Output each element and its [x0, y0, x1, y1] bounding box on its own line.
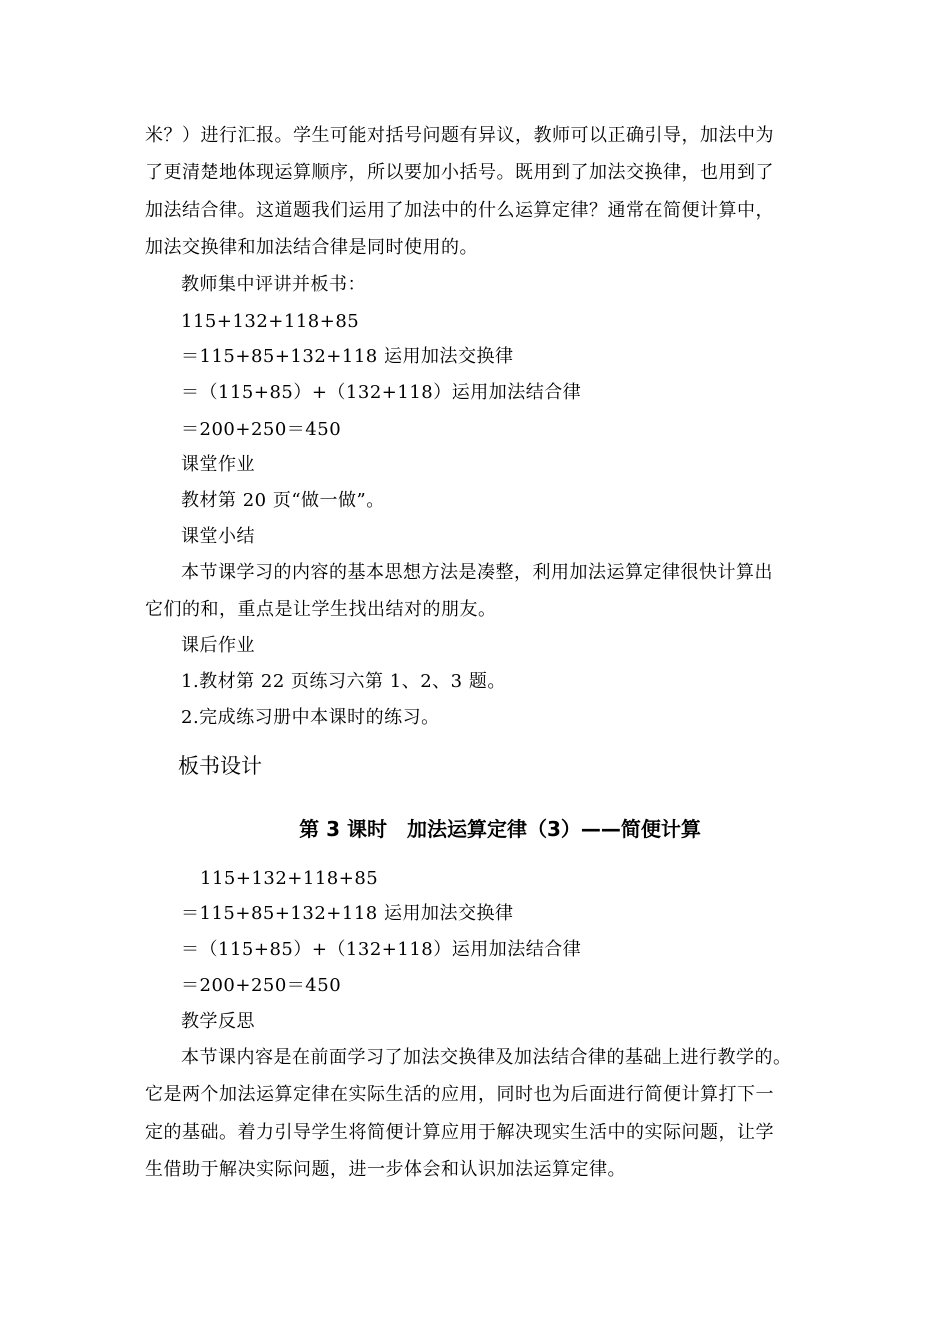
- intro-line-3: 加法结合律。这道题我们运用了加法中的什么运算定律？通常在简便计算中，: [145, 200, 774, 221]
- board-heading: 板书设计: [178, 754, 262, 778]
- evaluation-label: 教师集中评讲并板书：: [181, 274, 366, 295]
- reflection-line-4: 生借助于解决实际问题，进一步体会和认识加法运算定律。: [145, 1159, 626, 1180]
- board-step-3: ＝（115+85）+（132+118）运用加法结合律: [181, 939, 582, 960]
- reflection-line-1: 本节课内容是在前面学习了加法交换律及加法结合律的基础上进行教学的。: [181, 1047, 792, 1068]
- reflection-line-2: 它是两个加法运算定律在实际生活的应用，同时也为后面进行简便计算打下一: [145, 1084, 774, 1105]
- reflection-line-3: 定的基础。着力引导学生将简便计算应用于解决现实生活中的实际问题，让学: [145, 1122, 774, 1143]
- board-title: 第 3 课时 加法运算定律（3）——简便计算: [299, 817, 701, 841]
- reflection-heading: 教学反思: [181, 1011, 255, 1032]
- homework-item-1: 1.教材第 22 页练习六第 1、2、3 题。: [181, 671, 506, 692]
- intro-line-1: 米？）进行汇报。学生可能对括号问题有异议，教师可以正确引导，加法中为: [145, 125, 774, 146]
- board-step-1: 115+132+118+85: [200, 868, 379, 889]
- board-step-2: ＝115+85+132+118 运用加法交换律: [181, 903, 514, 924]
- classwork-heading: 课堂作业: [181, 454, 255, 475]
- evaluation-step-2: ＝115+85+132+118 运用加法交换律: [181, 346, 514, 367]
- intro-line-2: 了更清楚地体现运算顺序，所以要加小括号。既用到了加法交换律，也用到了: [145, 162, 774, 183]
- homework-item-2: 2.完成练习册中本课时的练习。: [181, 707, 440, 728]
- board-step-4: ＝200+250＝450: [181, 975, 342, 996]
- classwork-text: 教材第 20 页“做一做”。: [181, 490, 385, 511]
- evaluation-step-4: ＝200+250＝450: [181, 419, 342, 440]
- summary-heading: 课堂小结: [181, 526, 255, 547]
- summary-line-1: 本节课学习的内容的基本思想方法是凑整，利用加法运算定律很快计算出: [181, 562, 773, 583]
- homework-heading: 课后作业: [181, 635, 255, 656]
- intro-line-4: 加法交换律和加法结合律是同时使用的。: [145, 237, 478, 258]
- summary-line-2: 它们的和，重点是让学生找出结对的朋友。: [145, 599, 497, 620]
- evaluation-step-3: ＝（115+85）+（132+118）运用加法结合律: [181, 382, 582, 403]
- evaluation-step-1: 115+132+118+85: [181, 311, 360, 332]
